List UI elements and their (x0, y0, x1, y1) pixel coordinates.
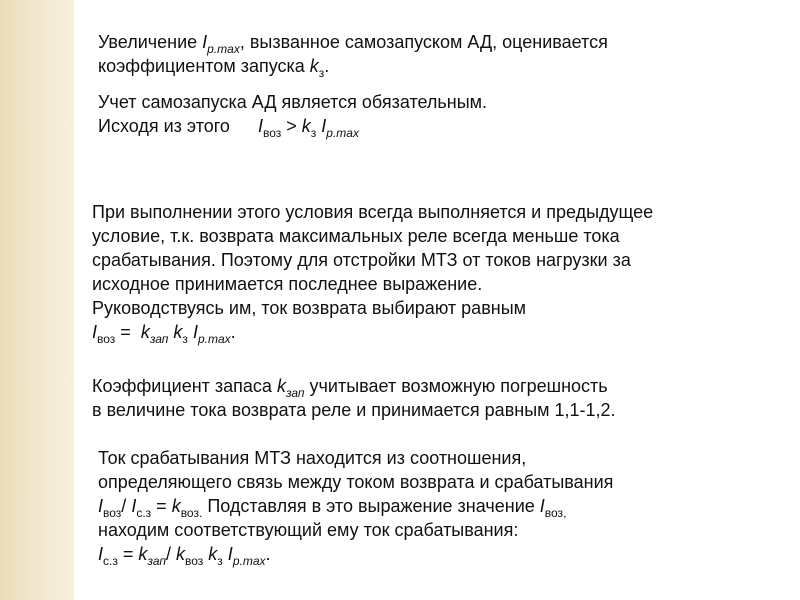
text-block-4 (98, 446, 613, 566)
text-block-2 (92, 200, 653, 344)
subscript: зап (147, 554, 166, 568)
block2-line5: Руководствуясь им, ток возврата выбирают равным (92, 298, 527, 318)
symbol-I: I (316, 116, 327, 136)
subscript: зап (149, 332, 169, 346)
text-block-1 (98, 30, 608, 138)
subscript: с.з (136, 506, 152, 520)
block2-line4: исходное принимается последнее выражение. (92, 274, 483, 294)
block4-line4: находим соответствующий ему ток срабатывания: (98, 520, 519, 540)
subscript: р.max (326, 126, 359, 140)
subscript: р.max (197, 332, 231, 346)
symbol-k: k (175, 544, 185, 564)
subscript: зап (285, 386, 305, 400)
text: Увеличение (98, 32, 203, 52)
subscript: воз (97, 332, 116, 346)
subscript: з (182, 332, 188, 346)
text: . (265, 544, 271, 564)
symbol-I: I (539, 496, 545, 516)
symbol-I: I (131, 496, 137, 516)
block1-line1 (98, 30, 608, 54)
text: = (115, 322, 141, 342)
symbol-k: k (168, 322, 183, 342)
subscript: р.max (232, 554, 266, 568)
symbol-k: k (140, 322, 150, 342)
subscript: с.з (103, 554, 118, 568)
block2-line1: При выполнении этого условия всегда выполняется и предыдущее (92, 202, 654, 222)
text: = (151, 496, 172, 516)
decorative-sidebar (0, 0, 74, 600)
block4-line5 (98, 542, 613, 566)
subscript: р.max (207, 42, 240, 56)
block1-line4 (98, 114, 608, 138)
subscript: воз. (180, 506, 203, 520)
symbol-I: I (257, 116, 263, 136)
block4-line1: Ток срабатывания МТЗ находится из соотношения, (98, 448, 527, 468)
block2-line3: срабатывания. Поэтому для отстройки МТЗ от токов нагрузки за (92, 250, 631, 270)
subscript: з (217, 554, 223, 568)
block2-line2: условие, т.к. возврата максимальных реле всегда меньше тока (92, 226, 620, 246)
symbol-k: k (301, 116, 311, 136)
text: / (165, 544, 176, 564)
text: Исходя из этого (98, 116, 230, 136)
text: коэффициентом запуска (98, 56, 310, 76)
subscript: з (310, 126, 317, 140)
subscript: воз (184, 554, 204, 568)
text: , вызванное самозапуском АД, оценивается (239, 32, 608, 52)
text: . (324, 56, 330, 76)
symbol-I: I (222, 544, 233, 564)
symbol-k: k (203, 544, 218, 564)
symbol-I: I (98, 496, 104, 516)
symbol-k: k (276, 376, 286, 396)
symbol-I: I (92, 322, 98, 342)
block4-line2: определяющего связь между током возврата и срабатывания (98, 472, 614, 492)
symbol-k: k (138, 544, 148, 564)
block3-line1 (92, 374, 616, 398)
text: Учет самозапуска АД является обязательным. (98, 92, 488, 112)
subscript: воз, (544, 506, 567, 520)
text: / (121, 496, 132, 516)
text: Подставляя в это выражение значение (202, 496, 540, 516)
block1-line3 (98, 90, 608, 114)
block4-line3 (98, 494, 613, 518)
text: > (281, 116, 302, 136)
symbol-I: I (202, 32, 208, 52)
symbol-k: k (309, 56, 319, 76)
subscript: воз (103, 506, 122, 520)
block3-line2: в величине тока возврата реле и принимается равным 1,1-1,2. (92, 400, 616, 420)
text: учитывает возможную погрешность (304, 376, 608, 396)
text: Коэффициент запаса (92, 376, 277, 396)
text: . (230, 322, 236, 342)
block1-line2 (98, 54, 608, 78)
text-block-3 (92, 374, 616, 422)
symbol-I: I (98, 544, 104, 564)
text: = (117, 544, 139, 564)
symbol-I: I (187, 322, 198, 342)
block2-formula (92, 320, 653, 344)
subscript: з (318, 66, 325, 80)
subscript: воз (262, 126, 282, 140)
symbol-k: k (171, 496, 181, 516)
